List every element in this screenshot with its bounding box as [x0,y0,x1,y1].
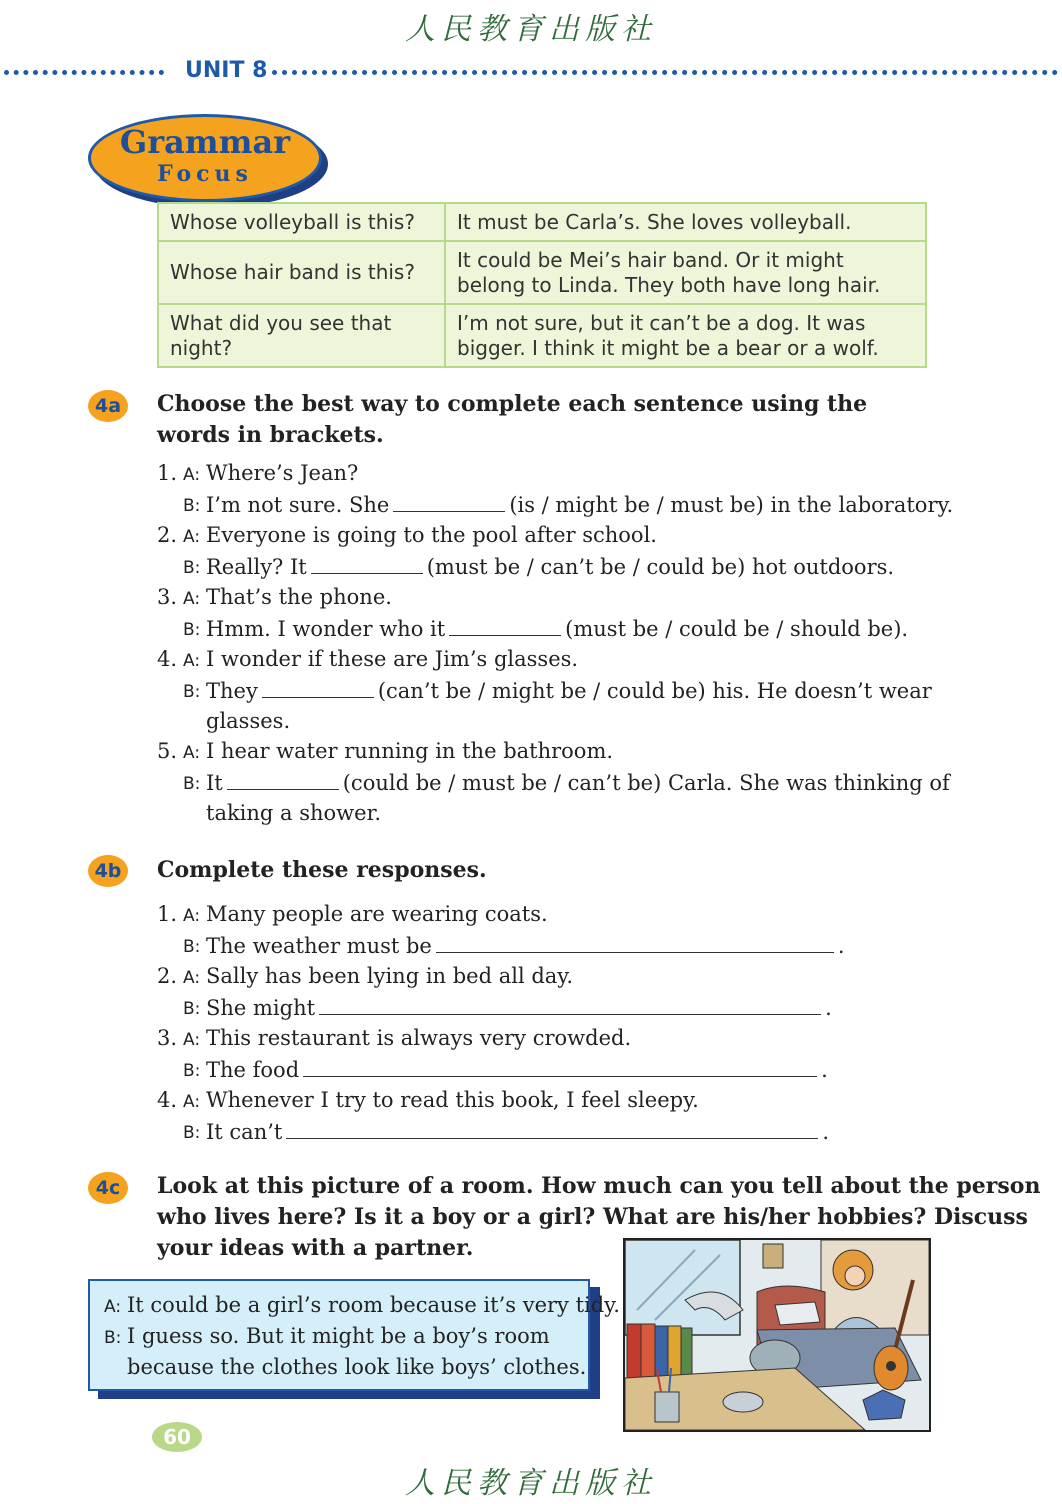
item-number: 2. [157,964,178,988]
answer-blank[interactable] [262,675,374,698]
list-item [157,489,954,520]
table-question: What did you see that night? [158,304,445,367]
table-answer: I’m not sure, but it can’t be a dog. It was bigger. I think it might be a bear or a wolf. [445,304,926,367]
item-number: 1. [157,461,178,485]
line-b-options: (can’t be / might be / could be) his. He doesn’t wear [377,679,932,703]
list-item [157,520,947,551]
list-item [157,675,947,706]
instruction-line: who lives here? Is it a boy or a girl? What are his/her hobbies? Discuss [157,1204,1028,1230]
line-a-text: Where’s Jean? [206,461,359,485]
answer-blank[interactable] [311,551,423,574]
publisher-footer: 人民教育出版社 [405,1466,657,1501]
list-item [157,644,947,675]
speaker-b: B: [183,1123,201,1143]
list-item [157,899,947,930]
speaker-a: A: [104,1297,122,1317]
speaker-b: B: [104,1328,122,1348]
list-item [157,1085,947,1116]
list-item [157,1054,947,1085]
line-b-options: (could be / must be / can’t be) Carla. She was thinking of [342,771,950,795]
list-item [157,1116,947,1147]
speaker-a: A: [183,906,201,926]
line-a-text: I wonder if these are Jim’s glasses. [206,647,579,671]
answer-blank[interactable] [449,613,561,636]
room-illustration-svg [625,1240,929,1430]
line-b-options: (is / might be / must be) in the laboratory. [509,493,954,517]
list-item [157,1023,947,1054]
dialog-a-text: It could be a girl’s room because it’s very tidy. [127,1293,620,1317]
line-a-text: I hear water running in the bathroom. [206,739,614,763]
line-b-options: (must be / could be / should be). [565,617,909,641]
publisher-header: 人民教育出版社 [405,12,657,47]
line-a-text: Whenever I try to read this book, I feel sleepy. [206,1088,699,1112]
speaker-a: A: [183,968,201,988]
line-b-text: It can’t [206,1120,283,1144]
line-b-continuation: glasses. [206,709,291,733]
list-item [157,613,947,644]
speaker-a: A: [183,465,201,485]
exercise-badge-4b: 4b [88,855,128,887]
list-item [157,582,947,613]
list-item [157,767,950,798]
line-b-text: It [206,771,223,795]
line-b-text: Really? It [206,555,307,579]
instruction-line: your ideas with a partner. [157,1235,474,1261]
dotted-rule-left [4,70,164,75]
exercise-4a-instruction: Choose the best way to complete each sentence using the words in brackets. [157,391,868,448]
list-item [157,706,947,737]
speaker-b: B: [183,558,201,578]
line-b-text: The food [206,1058,300,1082]
item-number: 3. [157,585,178,609]
speaker-a: A: [183,1030,201,1050]
speaker-b: B: [183,682,201,702]
speaker-a: A: [183,743,201,763]
list-item [157,798,947,829]
room-illustration [623,1238,931,1432]
list-item [157,992,947,1023]
period: . [837,934,845,958]
item-number: 4. [157,1088,178,1112]
speaker-a: A: [183,1092,201,1112]
period: . [822,1120,830,1144]
speaker-b: B: [183,937,201,957]
line-a-text: Sally has been lying in bed all day. [206,964,574,988]
line-b-continuation: taking a shower. [206,801,381,825]
unit-label: UNIT 8 [185,58,268,83]
line-a-text: Many people are wearing coats. [206,902,548,926]
period: . [821,1058,828,1082]
list-item [157,458,947,489]
exercise-4b-instruction: Complete these responses. [157,857,487,883]
line-a-text: That’s the phone. [206,585,392,609]
table-row [158,203,926,241]
speaker-b: B: [183,774,201,794]
exercise-badge-4a: 4a [88,390,128,422]
answer-blank[interactable] [227,767,339,790]
answer-blank[interactable] [286,1116,818,1139]
dialog-b-text: I guess so. But it might be a boy’s room [127,1324,550,1348]
exercise-badge-4c: 4c [88,1172,128,1204]
dialog-b-continuation: because the clothes look like boys’ clothes. [127,1355,587,1379]
speaker-a: A: [183,527,201,547]
line-b-text: I’m not sure. She [206,493,390,517]
answer-blank[interactable] [393,489,505,512]
page-number: 60 [152,1422,202,1452]
line-b-text: They [206,679,258,703]
list-item [157,961,947,992]
item-number: 3. [157,1026,178,1050]
answer-blank[interactable] [319,992,821,1015]
dotted-rule-right [272,70,1058,75]
table-answer: It could be Mei’s hair band. Or it might belong to Linda. They both have long hair. [445,241,926,304]
answer-blank[interactable] [436,930,834,953]
list-item [157,551,947,582]
speaker-a: A: [183,589,201,609]
speaker-b: B: [183,496,201,516]
instruction-line: Look at this picture of a room. How much can you tell about the person [157,1173,1041,1199]
answer-blank[interactable] [303,1054,817,1077]
list-item [157,736,947,767]
table-answer: It must be Carla’s. She loves volleyball. [445,203,926,241]
grammar-focus-subtitle: Focus [157,161,253,187]
item-number: 1. [157,902,178,926]
unit-bar [0,58,1062,88]
line-b-text: The weather must be [206,934,432,958]
example-dialog-box [88,1279,620,1391]
speaker-b: B: [183,1061,201,1081]
item-number: 5. [157,739,178,763]
grammar-table [157,202,927,368]
table-row [158,304,926,367]
grammar-focus-badge [88,114,322,202]
line-b-text: She might [206,996,316,1020]
grammar-focus-title: Grammar [119,123,291,161]
period: . [825,996,832,1020]
table-question: Whose volleyball is this? [158,203,445,241]
line-a-text: This restaurant is always very crowded. [206,1026,632,1050]
item-number: 4. [157,647,178,671]
item-number: 2. [157,523,178,547]
table-question: Whose hair band is this? [158,241,445,304]
line-b-options: (must be / can’t be / could be) hot outdoors. [426,555,895,579]
line-a-text: Everyone is going to the pool after school. [206,523,657,547]
list-item [157,930,947,961]
speaker-b: B: [183,620,201,640]
table-row [158,241,926,304]
speaker-b: B: [183,999,201,1019]
speaker-a: A: [183,651,201,671]
line-b-text: Hmm. I wonder who it [206,617,446,641]
